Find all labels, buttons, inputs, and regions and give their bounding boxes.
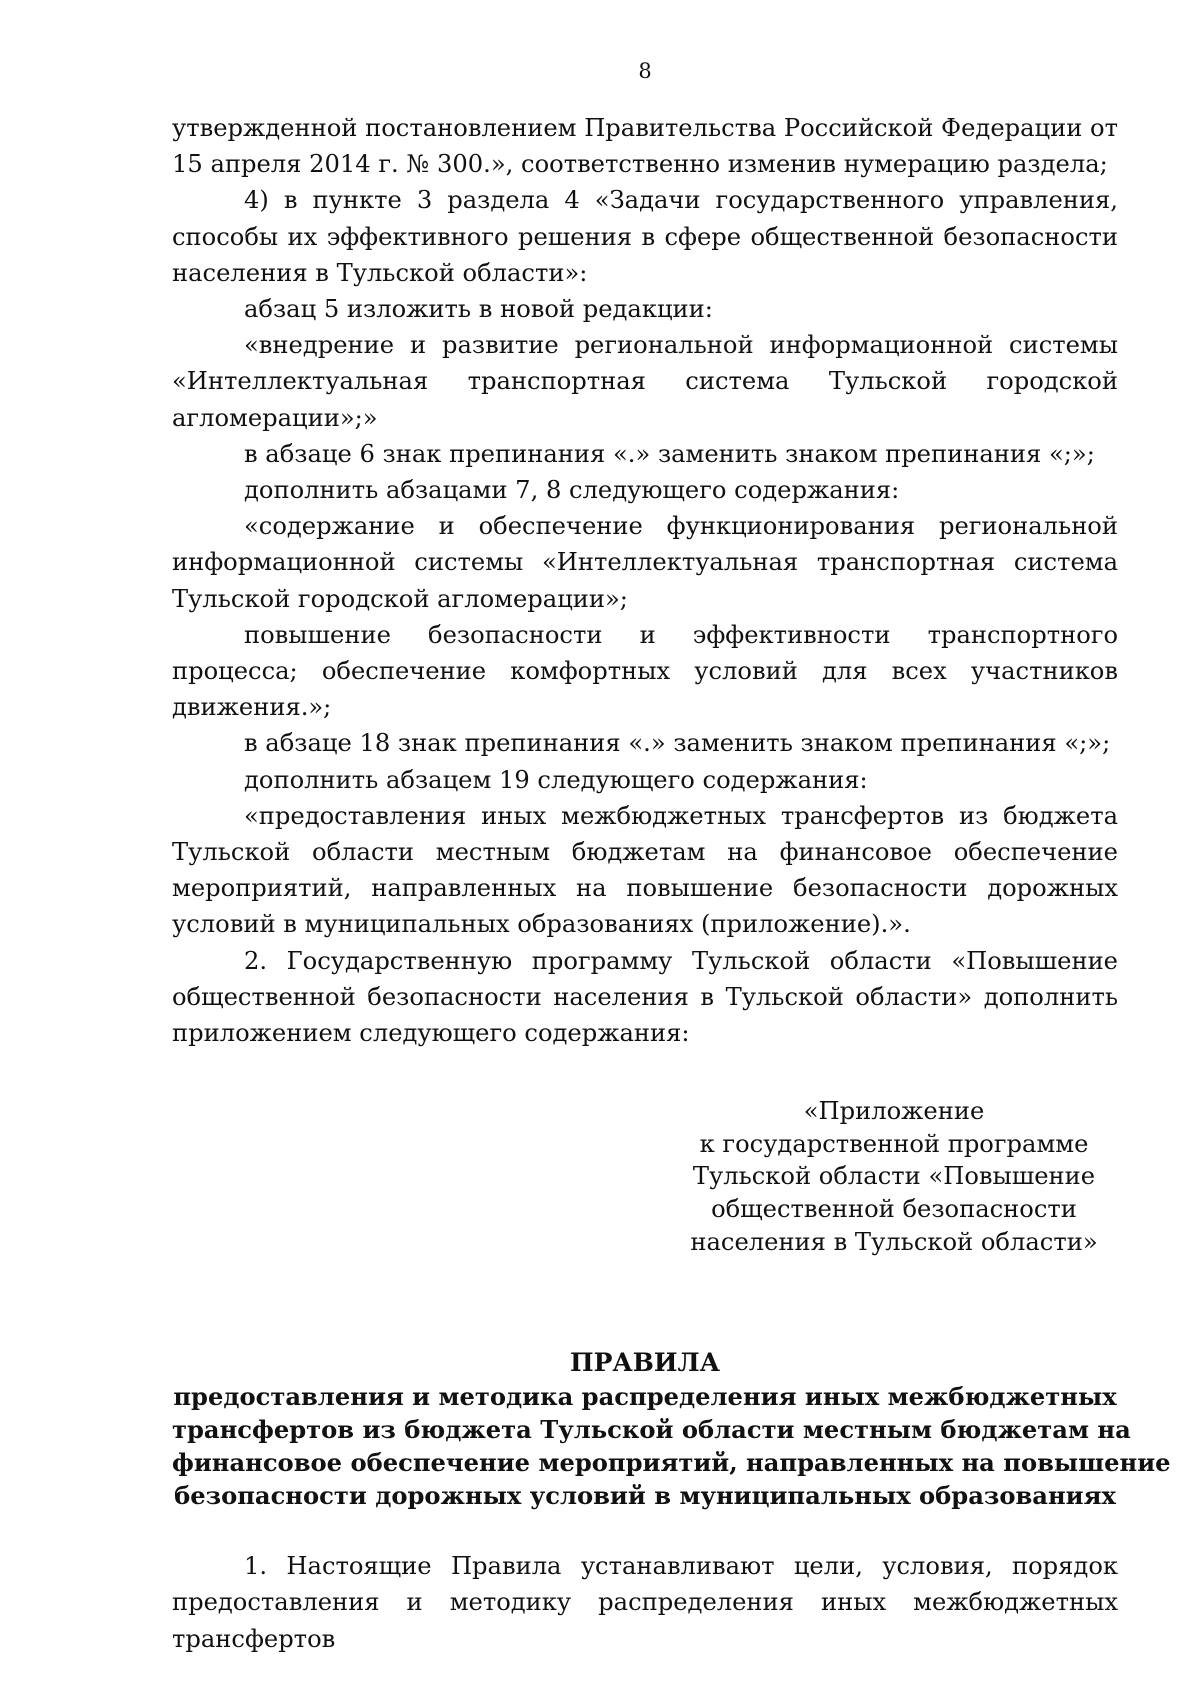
- paragraph: 4) в пункте 3 раздела 4 «Задачи государственного управления, способы их эффективного решения в сфере общественной безопасности населения в Тульской области»:: [172, 186, 1118, 287]
- page-number: 8: [638, 59, 652, 83]
- rules-subtitle-line: безопасности дорожных условий в муниципальных образованиях: [174, 1481, 1116, 1511]
- paragraph: повышение безопасности и эффективности транспортного процесса; обеспечение комфортных условий для всех участников движения.»;: [172, 620, 1118, 722]
- main-text: [172, 110, 1118, 1051]
- appendix-line: общественной безопасности: [711, 1195, 1077, 1224]
- appendix-line: населения в Тульской области»: [690, 1227, 1098, 1256]
- paragraph: дополнить абзацами 7, 8 следующего содержания:: [244, 476, 900, 505]
- paragraph: в абзаце 18 знак препинания «.» заменить знаком препинания «;»;: [244, 729, 1111, 758]
- appendix-line: к государственной программе: [699, 1129, 1089, 1158]
- rules-text: [172, 1548, 1118, 1657]
- paragraph: в абзаце 6 знак препинания «.» заменить знаком препинания «;»;: [244, 439, 1095, 468]
- rules-title: [172, 1346, 1171, 1512]
- rules-subtitle-line: финансовое обеспечение мероприятий, направленных на повышение: [172, 1448, 1171, 1478]
- paragraph: дополнить абзацем 19 следующего содержания:: [244, 765, 868, 794]
- appendix-line: «Приложение: [803, 1097, 985, 1126]
- paragraph: абзац 5 изложить в новой редакции:: [244, 295, 713, 324]
- paragraph: «предоставления иных межбюджетных трансфертов из бюджета Тульской области местным бюджетам на финансовое обеспечение мероприятий, направленных на повышение безопасности дорожных условий в муниципальных образованиях (приложение).».: [172, 801, 1118, 939]
- paragraph: «внедрение и развитие региональной информационной системы «Интеллектуальная транспортная система Тульской городской агломерации»;»: [172, 331, 1118, 432]
- paragraph: 2. Государственную программу Тульской области «Повышение общественной безопасности населения в Тульской области» дополнить приложением следующего содержания:: [172, 946, 1118, 1048]
- paragraph: «содержание и обеспечение функционирования региональной информационной системы «Интеллектуальная транспортная система Тульской городской агломерации»;: [172, 512, 1118, 613]
- rules-subtitle-line: трансфертов из бюджета Тульской области местным бюджетам на: [172, 1415, 1131, 1445]
- appendix-line: Тульской области «Повышение: [692, 1162, 1096, 1191]
- appendix-reference: [684, 1095, 1104, 1258]
- document-page: [172, 56, 1171, 1657]
- paragraph: утвержденной постановлением Правительства Российской Федерации от 15 апреля 2014 г. № 300.», соответственно изменив нумерацию раздела;: [172, 114, 1118, 179]
- rules-heading: ПРАВИЛА: [570, 1348, 720, 1378]
- paragraph: 1. Настоящие Правила устанавливают цели, условия, порядок предоставления и методику распределения иных межбюджетных трансфертов: [172, 1552, 1118, 1653]
- rules-subtitle-line: предоставления и методика распределения иных межбюджетных: [173, 1382, 1117, 1412]
